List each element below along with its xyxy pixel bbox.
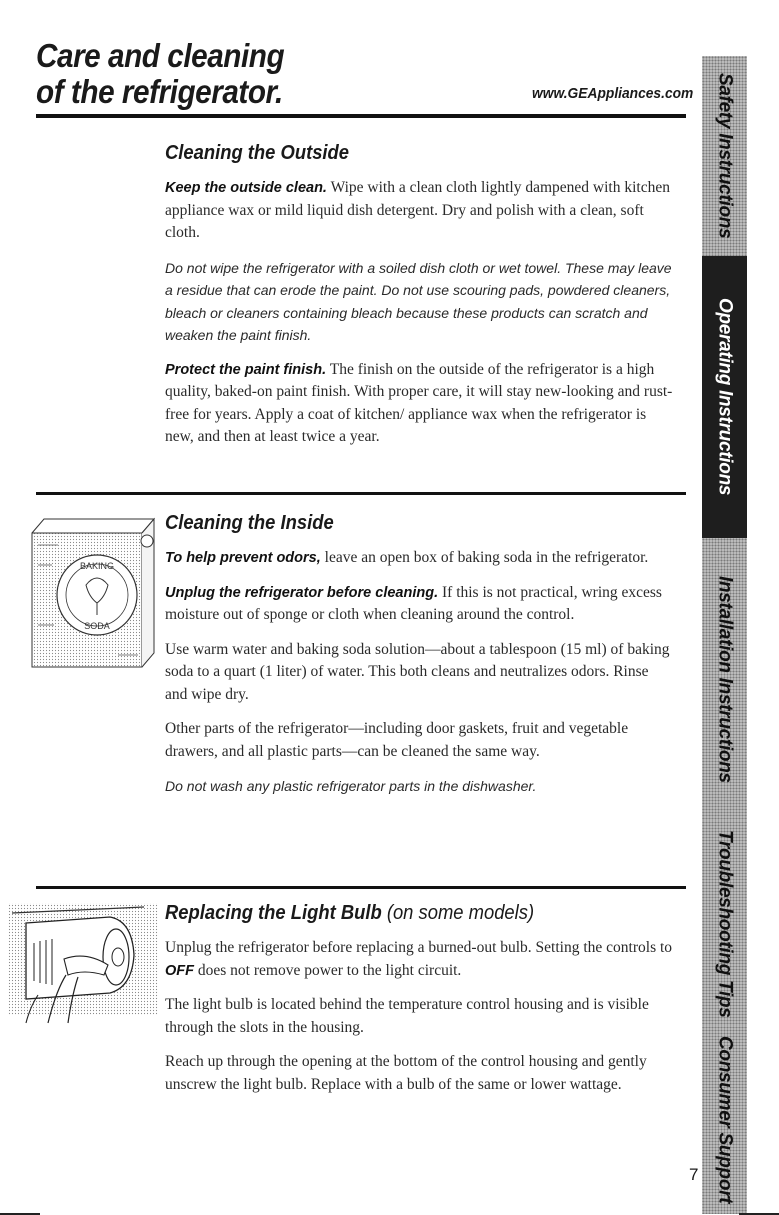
tab-label-installation: Installation Instructions	[714, 576, 736, 783]
box-word-bottom: SODA	[84, 621, 110, 631]
text-keep-clean: Wipe with a clean cloth lightly dampened with kitchen appliance wax or mild liquid dish detergent. Dry and polish with a clean, soft cloth.	[165, 179, 670, 241]
tab-troubleshooting-tips[interactable]	[702, 821, 747, 1026]
box-word-top: BAKING	[79, 561, 115, 571]
lead-prevent-odors: To help prevent odors,	[165, 550, 321, 566]
paragraph-unplug-bulb	[165, 937, 673, 982]
lead-unplug: Unplug the refrigerator before cleaning.	[165, 584, 439, 601]
note-dishwasher: Do not wash any plastic refrigerator parts in the dishwasher.	[165, 778, 537, 794]
page-number: 7	[689, 1165, 699, 1184]
tab-consumer-support[interactable]	[702, 1026, 747, 1214]
text-off: OFF	[165, 962, 194, 979]
paragraph-warm-water: Use warm water and baking soda solution—about a tablespoon (15 ml) of baking soda to a quart (1 liter) of water. This both cleans and neutralizes odors. Rinse and wipe dry.	[165, 640, 670, 703]
page-title-line-2: of the refrigerator.	[36, 73, 283, 110]
tab-label-safety: Safety Instructions	[714, 73, 736, 239]
paragraph-other-parts: Other parts of the refrigerator—including door gaskets, fruit and vegetable drawers, and all plastic parts—can be cleaned the same way.	[165, 720, 629, 760]
paragraph-unplug	[165, 582, 673, 627]
header-rule	[36, 114, 686, 118]
section-title-bulb-sub: (on some models)	[386, 902, 535, 924]
section-title-outside: Cleaning the Outside	[165, 142, 350, 164]
page-title-line-1: Care and cleaning	[36, 37, 285, 74]
light-bulb-illustration	[8, 895, 158, 1030]
section-cleaning-outside	[165, 142, 673, 461]
paragraph-protect-paint	[165, 359, 673, 449]
text-protect-paint: The finish on the outside of the refrigerator is a high quality, baked-on paint finish. With proper care, it will stay new-looking and rust-free for years. Apply a coat of kitchen/ appliance wax when the refrigerator is new, and then at least twice a year.	[165, 360, 673, 445]
section-title-inside: Cleaning the Inside	[165, 512, 334, 534]
baking-soda-box-illustration	[18, 505, 158, 690]
tab-installation-instructions[interactable]	[702, 538, 747, 821]
tab-label-troubleshooting: Troubleshooting Tips	[714, 829, 736, 1018]
text-unplug: If this is not practical, wring excess moisture out of sponge or cloth when cleaning around the control.	[165, 583, 662, 623]
section-divider-2	[36, 886, 686, 889]
section-title-bulb	[165, 902, 632, 925]
text-prevent-odors: leave an open box of baking soda in the refrigerator.	[320, 549, 649, 566]
paragraph-keep-clean	[165, 177, 673, 245]
section-title-bulb-main: Replacing the Light Bulb	[165, 902, 382, 924]
tab-operating-instructions[interactable]	[702, 256, 747, 538]
text-unplug-bulb-b: does not remove power to the light circuit.	[194, 961, 462, 979]
paragraph-reach-up: Reach up through the opening at the bottom of the control housing and gently unscrew the light bulb. Replace with a bulb of the same or lower wattage.	[165, 1053, 647, 1093]
lead-protect-paint: Protect the paint finish.	[165, 361, 327, 378]
section-divider-1	[36, 492, 686, 495]
paragraph-prevent-odors	[165, 547, 673, 570]
text-unplug-bulb-a: Unplug the refrigerator before replacing a burned-out bulb. Setting the controls to	[165, 939, 673, 956]
page-title	[36, 38, 284, 110]
tab-label-operating: Operating Instructions	[714, 298, 736, 496]
tab-label-consumer: Consumer Support	[714, 1036, 736, 1204]
paragraph-bulb-location: The light bulb is located behind the temperature control housing and is visible through the slots in the housing.	[165, 996, 649, 1036]
note-do-not-wipe: Do not wipe the refrigerator with a soiled dish cloth or wet towel. These may leave a residue that can erode the paint. Do not use scouring pads, powdered cleaners, bleach or cleaners containing bleach because these products can scratch and weaken the paint finish.	[165, 259, 672, 343]
tab-safety-instructions[interactable]	[702, 56, 747, 256]
website-url[interactable]: www.GEAppliances.com	[531, 85, 693, 102]
section-cleaning-inside	[165, 512, 673, 810]
lead-keep-clean: Keep the outside clean.	[165, 180, 327, 196]
section-tabs-sidebar	[702, 56, 747, 1214]
section-replacing-bulb	[165, 902, 673, 1108]
